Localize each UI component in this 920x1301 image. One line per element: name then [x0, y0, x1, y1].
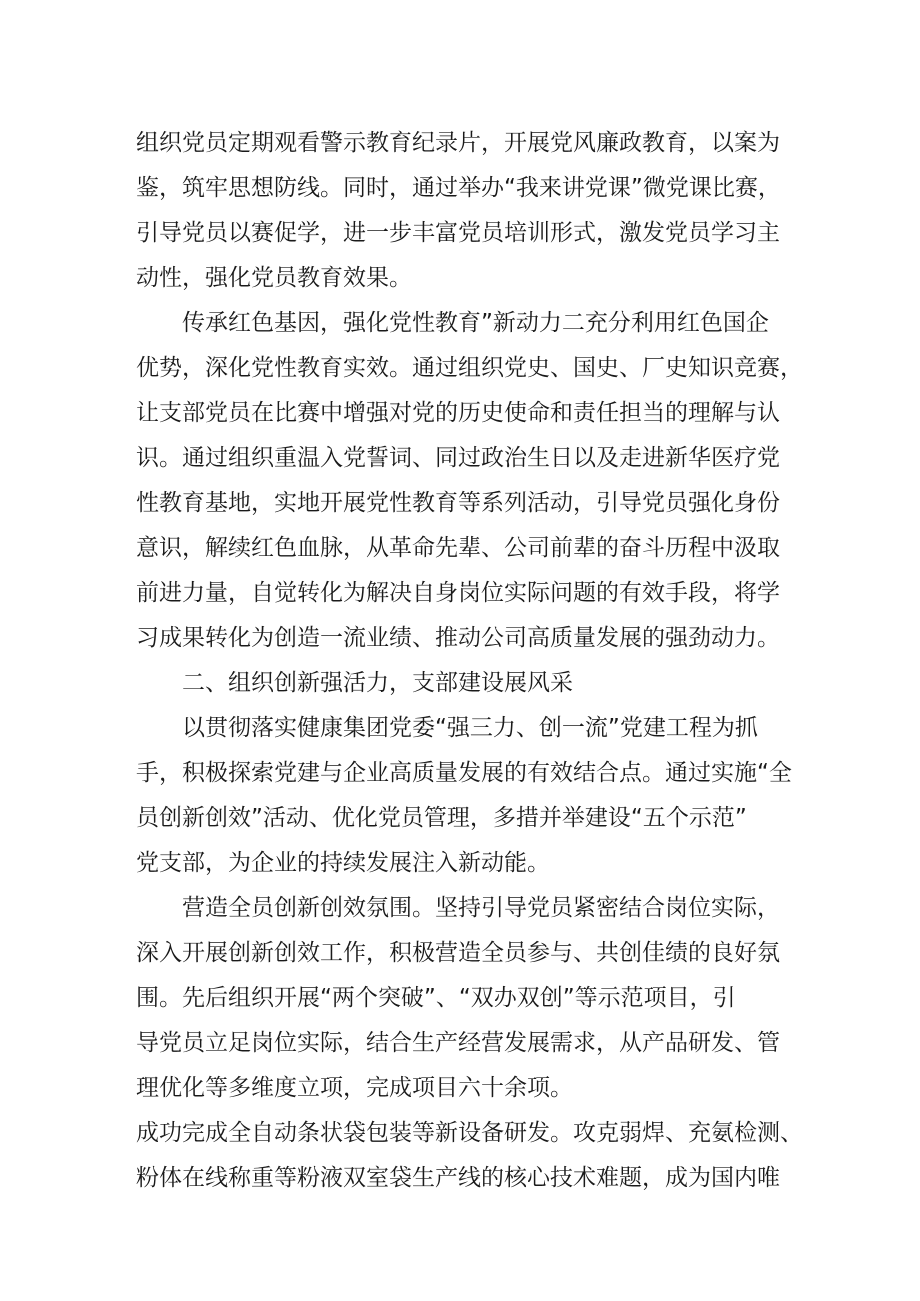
text-line: 粉体在线称重等粉液双室袋生产线的核心技术难题，成为国内唯 [136, 1165, 780, 1191]
text-line: 识。通过组织重温入党誓词、同过政治生日以及走进新华医疗党 [136, 445, 780, 471]
text-line: 优势，深化党性教育实效。通过组织党史、国史、厂史知识竞赛， [136, 355, 803, 381]
paragraph-first-line: 传承红色基因，强化党性教育”新动力二充分利用红色国企 [182, 310, 769, 336]
text-line: 动性，强化党员教育效果。 [136, 265, 412, 291]
document-body [136, 121, 803, 1201]
text-line: 导党员立足岗位实际，结合生产经营发展需求，从产品研发、管 [136, 1030, 780, 1056]
text-line: 理优化等多维度立项，完成项目六十余项。 [136, 1075, 573, 1101]
text-line: 意识，解续红色血脉，从革命先辈、公司前辈的奋斗历程中汲取 [136, 535, 780, 561]
text-line: 引导党员以赛促学，进一步丰富党员培训形式，激发党员学习主 [136, 220, 780, 246]
text-line: 让支部党员在比赛中增强对党的历史使命和责任担当的理解与认 [136, 400, 780, 426]
paragraph-first-line: 营造全员创新创效氛围。坚持引导党员紧密结合岗位实际， [182, 895, 780, 921]
text-line: 围。先后组织开展“两个突破”、“双办双创”等示范项目，引 [136, 985, 736, 1011]
text-line: 深入开展创新创效工作，积极营造全员参与、共创佳绩的良好氛 [136, 940, 780, 966]
text-line: 鉴，筑牢思想防线。同时，通过举办“我来讲党课”微党课比赛， [136, 175, 781, 201]
paragraph-first-line: 以贯彻落实健康集团党委“强三力、创一流”党建工程为抓 [182, 715, 758, 741]
text-line: 员创新创效”活动、优化党员管理，多措并举建设“五个示范” [136, 805, 747, 831]
text-line: 成功完成全自动条状袋包装等新设备研发。攻克弱焊、充氨检测、 [136, 1120, 803, 1146]
text-line: 党支部，为企业的持续发展注入新动能。 [136, 850, 550, 876]
text-line: 习成果转化为创造一流业绩、推动公司高质量发展的强劲动力。 [136, 625, 780, 651]
text-line: 性教育基地，实地开展党性教育等系列活动，引导党员强化身份 [136, 490, 780, 516]
paragraph-first-line: 二、组织创新强活力，支部建设展风采 [182, 670, 573, 696]
text-line: 组织党员定期观看警示教育纪录片，开展党风廉政教育，以案为 [136, 130, 780, 156]
text-line: 前进力量，自觉转化为解决自身岗位实际问题的有效手段，将学 [136, 580, 780, 606]
text-line: 手，积极探索党建与企业高质量发展的有效结合点。通过实施“全 [136, 760, 792, 786]
